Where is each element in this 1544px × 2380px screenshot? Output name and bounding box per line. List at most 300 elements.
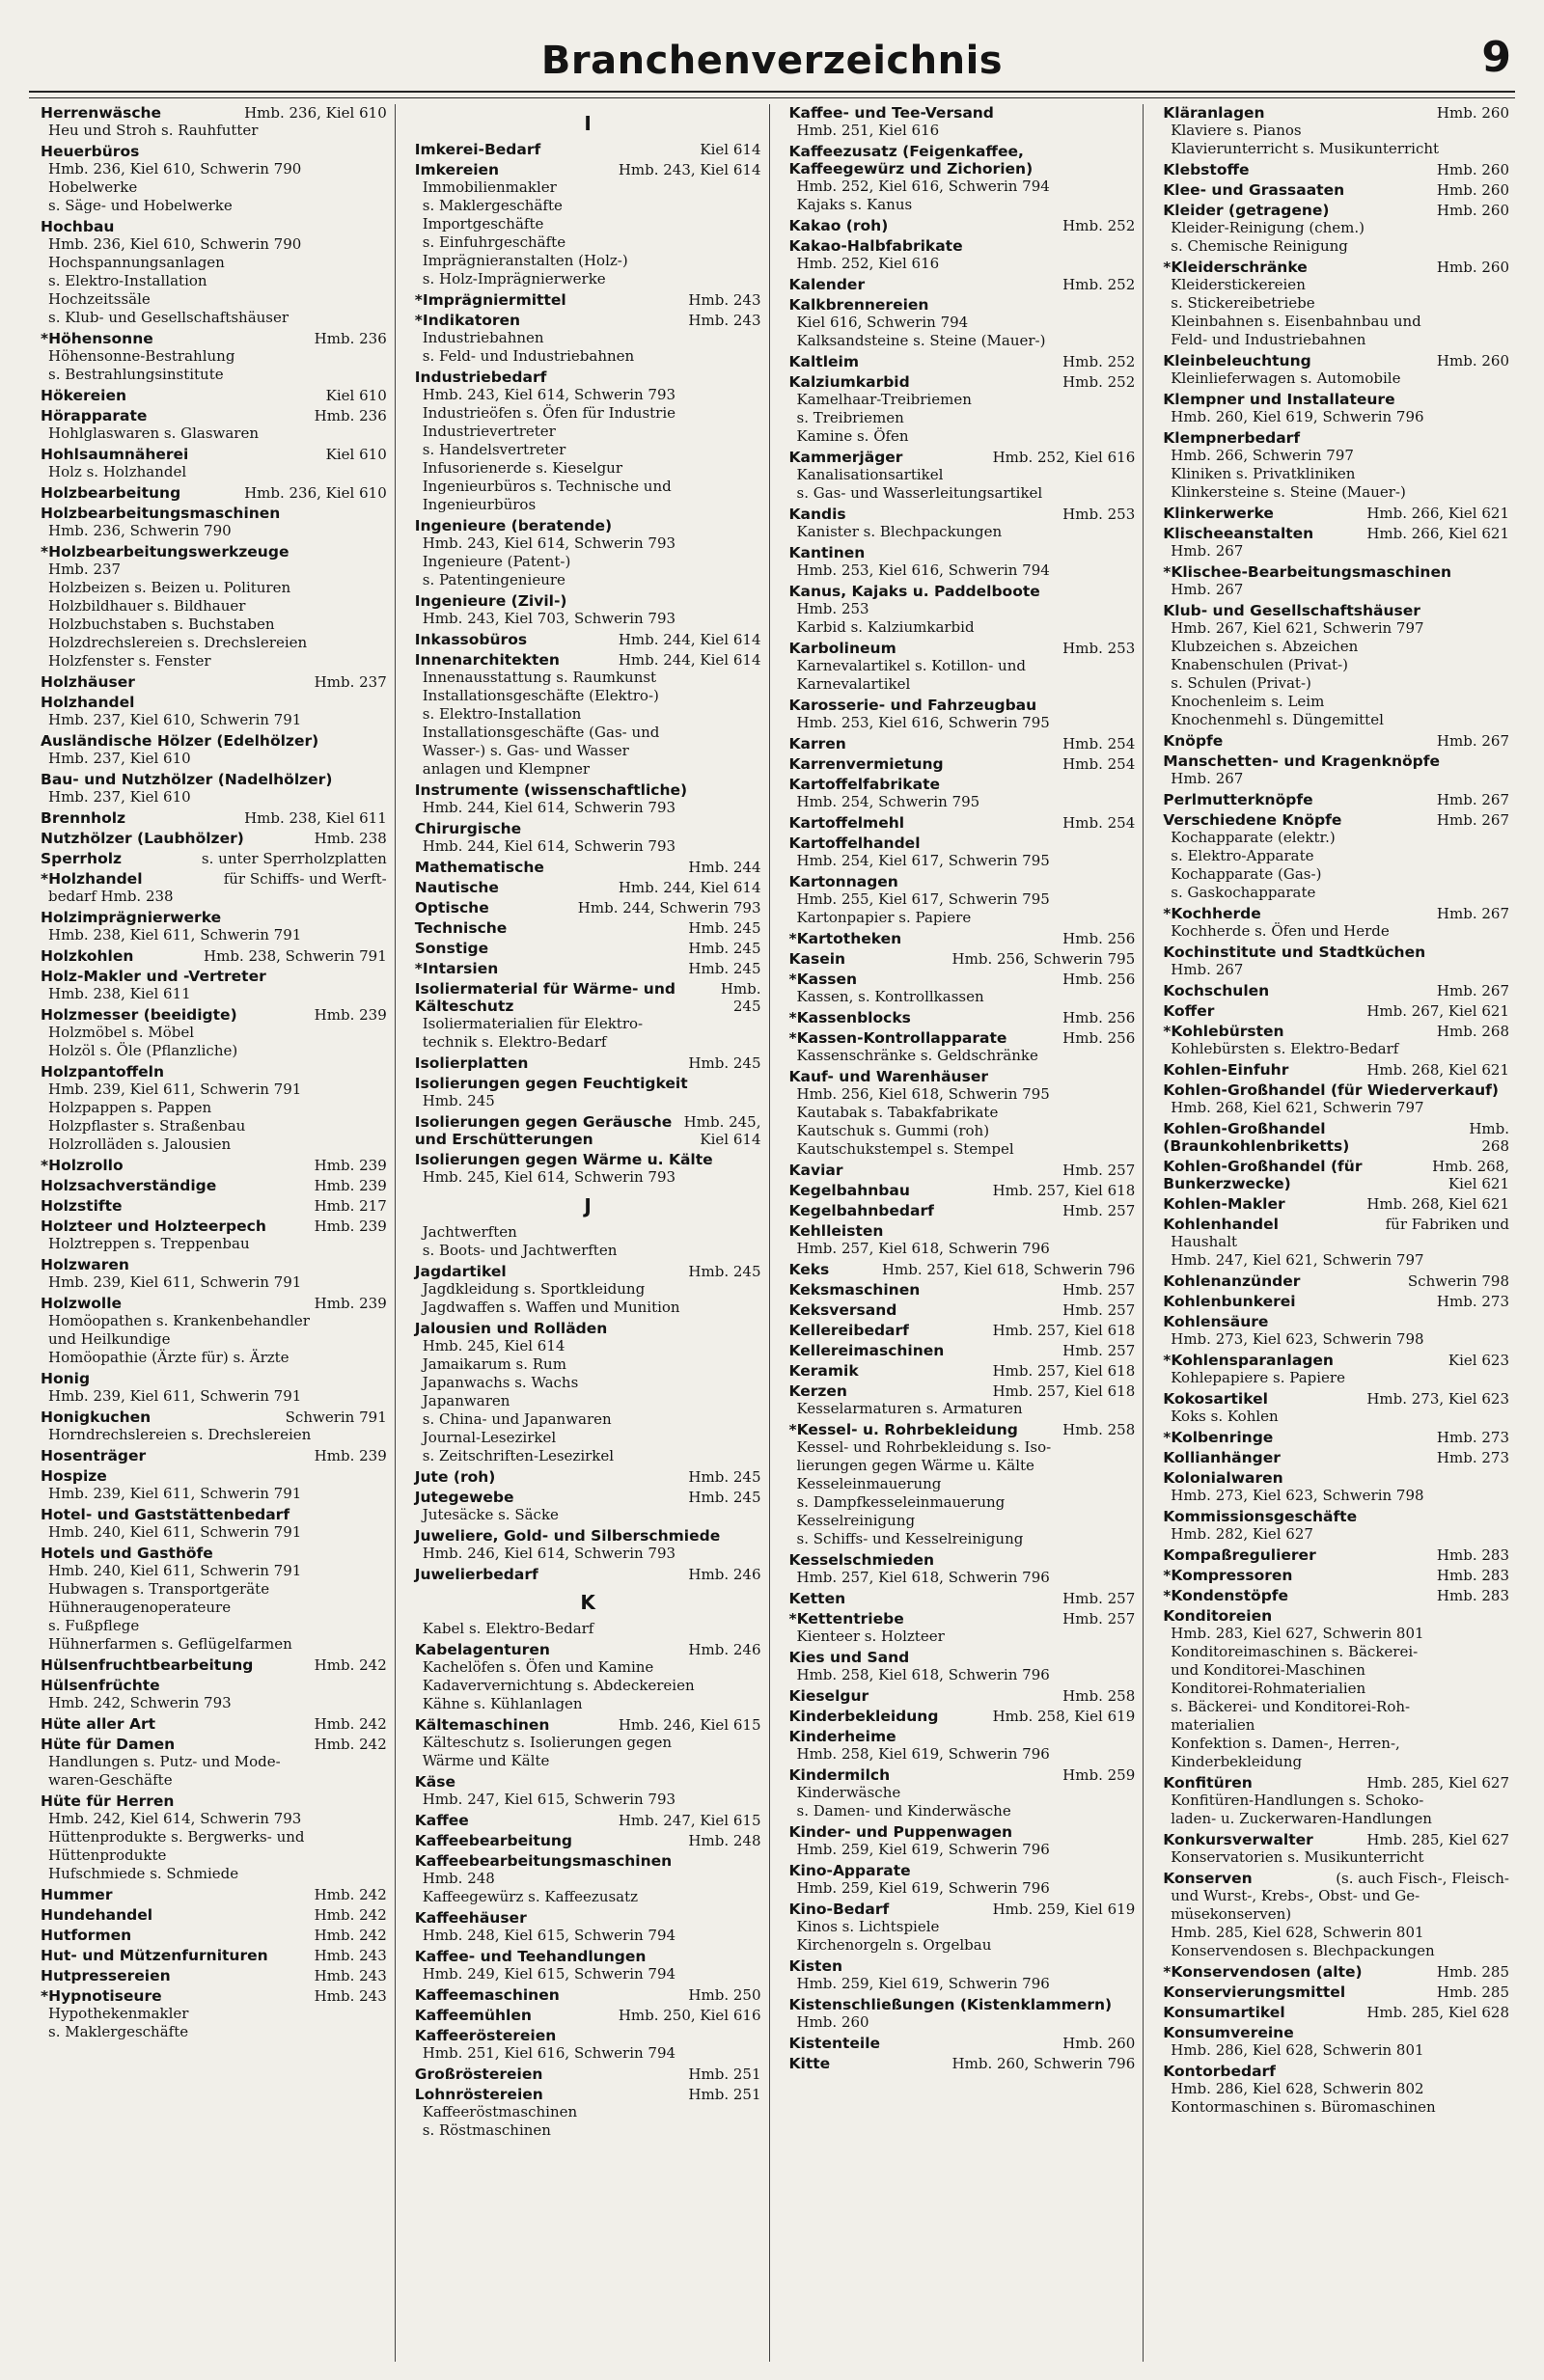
entry-locations: Hmb. 285 [1436, 1963, 1509, 1981]
directory-entry [41, 218, 387, 327]
entry-detail-line: Hühneraugenoperateure [48, 1599, 232, 1616]
directory-entry [415, 1320, 761, 1465]
entry-detail-line: Jamaikarum s. Rum [422, 1355, 566, 1373]
directory-entry [1163, 1774, 1509, 1828]
entry-heading: *Kleiderschränke [1163, 259, 1308, 276]
entry-heading: *Konservendosen (alte) [1163, 1963, 1363, 1981]
entry-heading: Nutzhölzer (Laubhölzer) [41, 830, 244, 847]
entry-detail-line: Hmb. 254, Kiel 617, Schwerin 795 [796, 852, 1050, 869]
directory-entry [789, 1996, 1136, 2032]
entry-row [1163, 1195, 1509, 1213]
entry-detail-line: Hmb. 256, Kiel 618, Schwerin 795 [796, 1085, 1050, 1103]
directory-entry [41, 1447, 387, 1464]
entry-heading: *Kohlebürsten [1163, 1023, 1284, 1040]
directory-entry [789, 814, 1136, 832]
entry-heading: *Holzrollo [41, 1157, 124, 1174]
entry-locations: s. unter Sperrholzplatten [201, 850, 387, 867]
entry-detail-line: Installationsgeschäfte (Gas- und [422, 724, 660, 741]
entry-locations: Hmb. 254 [1062, 814, 1136, 832]
entry-locations: Hmb. 251 [688, 2065, 761, 2083]
entry-locations: Hmb. 250 [688, 1986, 761, 2004]
directory-entry [415, 1773, 761, 1809]
directory-entry [789, 776, 1136, 811]
entry-detail-line: müsekonserven) [1171, 1905, 1292, 1923]
entry-heading: Hosenträger [41, 1447, 147, 1464]
entry-row [1163, 1607, 1509, 1625]
entry-heading: Hüte für Herren [41, 1792, 175, 1810]
entry-detail-line: technik s. Elektro-Bedarf [422, 1033, 607, 1051]
entry-detail-line: Hmb. 239, Kiel 611, Schwerin 791 [48, 1485, 302, 1502]
directory-columns [33, 104, 1517, 2362]
entry-detail-line: Kautabak s. Tabakfabrikate [796, 1104, 999, 1121]
entry-heading: Kolonialwaren [1163, 1469, 1283, 1487]
entry-row [1163, 944, 1509, 961]
entry-detail-line: Kiel 616, Schwerin 794 [796, 314, 969, 331]
entry-detail-line: Kochapparate (elektr.) [1171, 829, 1336, 846]
entry-heading: Hutpressereien [41, 1967, 171, 1984]
entry-detail-line: Wasser-) s. Gas- und Wasser [422, 742, 629, 759]
directory-entry [41, 1656, 387, 1674]
directory-entry [41, 1792, 387, 1883]
entry-locations: Hmb. 242 [314, 1886, 387, 1903]
entry-row [41, 809, 387, 827]
entry-locations: Hmb. 268, Kiel 621 [1366, 1061, 1509, 1079]
directory-entry [789, 1009, 1136, 1026]
directory-entry [789, 1551, 1136, 1587]
entry-detail-line: Hmb. 238, Kiel 611, Schwerin 791 [48, 926, 302, 944]
entry-locations: Hmb. 268, Kiel 621 [1432, 1158, 1509, 1192]
entry-detail-line: Importgeschäfte [422, 215, 544, 233]
entry-detail-line: Konservendosen s. Blechpackungen [1171, 1942, 1435, 1959]
entry-detail-line: Kleiderstickereien [1171, 276, 1306, 293]
entry-row [1163, 1429, 1509, 1446]
entry-row [41, 1967, 387, 1984]
directory-entry [41, 673, 387, 691]
directory-entry [789, 971, 1136, 1006]
entry-locations: Hmb. 246 [688, 1641, 761, 1658]
directory-entry [1163, 602, 1509, 729]
entry-detail-line: Kochapparate (Gas-) [1171, 865, 1322, 883]
entry-row [41, 505, 387, 522]
entry-detail-line: Hmb. 286, Kiel 628, Schwerin 801 [1171, 2041, 1424, 2059]
entry-heading: Kohlenanzünder [1163, 1272, 1301, 1290]
entry-detail-line: Hmb. 252, Kiel 616 [796, 255, 940, 272]
entry-locations: Hmb. 256 [1062, 971, 1136, 988]
entry-row [415, 879, 761, 896]
directory-entry [789, 296, 1136, 350]
entry-heading: Keksversand [788, 1301, 897, 1319]
directory-entry [1163, 1587, 1509, 1604]
entry-locations: Hmb. 256 [1062, 1029, 1136, 1047]
entry-heading: Honig [41, 1370, 91, 1387]
entry-row [41, 694, 387, 711]
entry-row [1163, 732, 1509, 750]
entry-locations: Hmb. 245 [688, 1489, 761, 1506]
entry-locations: Hmb. 273, Kiel 623 [1366, 1390, 1509, 1408]
entry-row [789, 1996, 1136, 2013]
entry-detail-line: Kleinlieferwagen s. Automobile [1171, 369, 1401, 387]
directory-entry [1163, 1607, 1509, 1771]
directory-entry [1163, 1469, 1509, 1505]
entry-heading: Holzteer und Holzteerpech [41, 1217, 266, 1235]
entry-detail-line: Hmb. 283, Kiel 627, Schwerin 801 [1171, 1625, 1424, 1642]
directory-entry [415, 651, 761, 779]
entry-heading: Kompaßregulierer [1163, 1546, 1316, 1564]
entry-locations: Hmb. 248 [688, 1832, 761, 1849]
entry-heading: Kakao (roh) [788, 217, 889, 234]
entry-row [1163, 505, 1509, 522]
directory-entry [415, 1641, 761, 1713]
entry-row [41, 870, 387, 888]
entry-locations: Hmb. 257 [1062, 1162, 1136, 1179]
directory-entry [41, 1157, 387, 1174]
entry-row [415, 161, 761, 178]
directory-entry [789, 1823, 1136, 1859]
entry-detail-line: Holztreppen s. Treppenbau [48, 1235, 250, 1252]
directory-entry [1163, 1429, 1509, 1446]
directory-entry [1163, 1061, 1509, 1079]
directory-entry [41, 104, 387, 140]
entry-row [789, 1901, 1136, 1918]
entry-detail-line: Hmb. 252, Kiel 616, Schwerin 794 [796, 178, 1050, 195]
entry-detail-line: Knochenmehl s. Düngemittel [1171, 711, 1384, 728]
entry-locations: Hmb. 246, Kiel 615 [618, 1716, 761, 1734]
entry-row [415, 1263, 761, 1280]
entry-heading: Hüte aller Art [41, 1715, 156, 1733]
directory-entry [415, 1716, 761, 1770]
entry-heading: Ingenieure (beratende) [414, 517, 613, 534]
directory-entry [1163, 1158, 1509, 1192]
entry-row [789, 1261, 1136, 1278]
entry-heading: Hülsenfrüchte [41, 1677, 160, 1694]
entry-detail-line: Hüttenprodukte s. Bergwerks- und [48, 1828, 305, 1846]
directory-entry [789, 697, 1136, 732]
entry-locations: Hmb. 245 [688, 940, 761, 957]
entry-detail-line: Jachtwerften [422, 1223, 517, 1241]
directory-entry [415, 1468, 761, 1486]
entry-row [41, 143, 387, 160]
directory-entry [789, 1029, 1136, 1065]
entry-row [41, 1736, 387, 1753]
entry-row [789, 755, 1136, 773]
entry-row [415, 2065, 761, 2083]
directory-entry [41, 143, 387, 215]
entry-locations: Hmb. 258 [1062, 1421, 1136, 1438]
entry-detail-line: Holzrolläden s. Jalousien [48, 1135, 232, 1153]
entry-detail-line: Kesselarmaturen s. Armaturen [796, 1400, 1023, 1417]
entry-heading: Klee- und Grassaaten [1163, 181, 1345, 199]
entry-locations: Hmb. 267, Kiel 621 [1366, 1002, 1509, 1020]
directory-entry [789, 449, 1136, 503]
entry-row [789, 1766, 1136, 1784]
entry-row [415, 651, 761, 669]
entry-locations: Hmb. 245, Kiel 614 [683, 1113, 761, 1148]
entry-heading: Hutformen [41, 1927, 132, 1944]
entry-heading: Kochschulen [1163, 982, 1270, 999]
entry-detail-line: Kleinbahnen s. Eisenbahnbau und [1171, 313, 1421, 330]
entry-row [41, 1947, 387, 1964]
directory-entry [41, 1715, 387, 1733]
entry-detail-line: lierungen gegen Wärme u. Kälte [796, 1457, 1034, 1474]
entry-detail-line: Kabel s. Elektro-Bedarf [422, 1620, 594, 1637]
entry-detail-line: s. Fußpflege [48, 1617, 140, 1634]
entry-row [789, 1162, 1136, 1179]
entry-row [41, 1677, 387, 1694]
entry-locations: Hmb. 260 [1436, 161, 1509, 178]
entry-heading: Kino-Bedarf [788, 1901, 890, 1918]
entry-detail-line: Hochzeitssäle [48, 290, 151, 308]
directory-entry [1163, 505, 1509, 522]
entry-detail-line: Hmb. 248 [422, 1870, 495, 1887]
entry-heading: Konsumartikel [1163, 2004, 1285, 2021]
entry-row [789, 583, 1136, 600]
entry-heading: *Kartotheken [788, 930, 902, 947]
directory-entry [1163, 1870, 1509, 1960]
entry-detail-line: Hmb. 259, Kiel 619, Schwerin 796 [796, 1841, 1050, 1858]
entry-row [1163, 1158, 1509, 1192]
entry-locations: Hmb. 257, Kiel 618 [992, 1362, 1136, 1380]
entry-detail-line: Hmb. 237, Kiel 610, Schwerin 791 [48, 711, 302, 728]
column-3 [782, 104, 1144, 2362]
directory-entry [1163, 752, 1509, 788]
entry-locations: Hmb. 257 [1062, 1301, 1136, 1319]
entry-locations: Hmb. 256 [1062, 1009, 1136, 1026]
directory-entry [1163, 352, 1509, 388]
entry-detail-line: Kamine s. Öfen [796, 427, 909, 445]
entry-row [789, 1551, 1136, 1569]
entry-locations: Hmb. 239 [314, 1177, 387, 1194]
entry-detail-line: Industriebahnen [422, 329, 544, 346]
entry-detail-line: Isoliermaterialien für Elektro- [422, 1015, 644, 1032]
entry-detail-line: waren-Geschäfte [48, 1771, 173, 1789]
entry-row [1163, 202, 1509, 219]
directory-entry [789, 143, 1136, 214]
entry-heading: Hochbau [41, 218, 115, 235]
entry-locations: Hmb. 244 [688, 859, 761, 876]
entry-heading: *Kolbenringe [1163, 1429, 1274, 1446]
entry-locations: Hmb. 247, Kiel 615 [618, 1812, 761, 1829]
entry-row [789, 1202, 1136, 1219]
column-1 [33, 104, 396, 2362]
entry-detail-line: Kalksandsteine s. Steine (Mauer-) [796, 332, 1046, 349]
header-rule [29, 91, 1515, 98]
entry-heading: Kohlenbunkerei [1163, 1293, 1296, 1310]
directory-entry [1163, 1567, 1509, 1584]
entry-detail-line: Industrieöfen s. Öfen für Industrie [422, 404, 676, 422]
entry-detail-line: s. Damen- und Kinderwäsche [796, 1802, 1011, 1819]
entry-row [41, 1217, 387, 1235]
entry-heading: Käse [414, 1773, 455, 1791]
entry-heading: Kitte [788, 2055, 831, 2072]
entry-heading: *Kompressoren [1163, 1567, 1293, 1584]
entry-detail-line: Kamelhaar-Treibriemen [796, 391, 972, 408]
entry-row [41, 830, 387, 847]
entry-heading: Keksmaschinen [788, 1281, 921, 1299]
directory-entry [789, 1182, 1136, 1199]
entry-heading: Bau- und Nutzhölzer (Nadelhölzer) [41, 771, 333, 788]
entry-detail-line: Hmb. 243, Kiel 614, Schwerin 793 [422, 534, 676, 552]
directory-entry [1163, 1963, 1509, 1981]
entry-detail-line: Hmb. 244, Kiel 614, Schwerin 793 [422, 837, 676, 855]
directory-entry [415, 141, 761, 158]
entry-detail-line: Kohlebürsten s. Elektro-Bedarf [1171, 1040, 1399, 1057]
entry-detail-line: Hohlglaswaren s. Glaswaren [48, 424, 260, 442]
directory-entry [41, 1506, 387, 1542]
entry-row [789, 1687, 1136, 1705]
entry-heading: Isolierungen gegen Geräusche und Erschütterungen [414, 1113, 673, 1148]
entry-row [789, 276, 1136, 293]
page-header [29, 27, 1515, 98]
entry-detail-line: Hmb. 267 [1171, 770, 1244, 787]
entry-heading: Karbolineum [788, 640, 896, 657]
entry-locations: Hmb. 252 [1062, 353, 1136, 370]
entry-heading: *Höhensonne [41, 330, 153, 347]
entry-row [415, 631, 761, 648]
directory-entry [1163, 1390, 1509, 1426]
directory-entry [415, 820, 761, 856]
entry-heading: Keramik [788, 1362, 859, 1380]
entry-heading: Klebstoffe [1163, 161, 1250, 178]
entry-locations: Hmb. 260 [1062, 2035, 1136, 2052]
directory-entry [1163, 2063, 1509, 2117]
entry-heading: Kaffeebearbeitung [414, 1832, 573, 1849]
entry-detail-line: s. Maklergeschäfte [422, 197, 563, 214]
entry-row [41, 909, 387, 926]
entry-detail-line: Homöopathen s. Krankenbehandler [48, 1312, 310, 1329]
entry-row [415, 1320, 761, 1337]
entry-heading: Kindermilch [788, 1766, 891, 1784]
directory-entry [41, 407, 387, 443]
directory-entry [41, 1545, 387, 1654]
entry-locations: Schwerin 791 [285, 1409, 387, 1426]
entry-row [1163, 905, 1509, 922]
entry-heading: Honigkuchen [41, 1409, 152, 1426]
entry-locations: Hmb. 238 [314, 830, 387, 847]
entry-heading: Juwelierbedarf [414, 1566, 538, 1583]
entry-detail-line: s. Feld- und Industriebahnen [422, 347, 635, 365]
entry-heading: Kieselgur [788, 1687, 869, 1705]
entry-row [41, 1063, 387, 1081]
entry-locations: Hmb. 260, Schwerin 796 [951, 2055, 1136, 2072]
entry-detail-line: und Wurst-, Krebs-, Obst- und Ge- [1171, 1887, 1420, 1904]
entry-row [789, 1382, 1136, 1400]
entry-locations: Hmb. 253 [1062, 640, 1136, 657]
entry-row [1163, 1390, 1509, 1408]
directory-entry [415, 161, 761, 288]
entry-row [1163, 2063, 1509, 2080]
directory-entry [789, 640, 1136, 694]
directory-entry [415, 960, 761, 977]
entry-row [789, 1957, 1136, 1975]
entry-detail-line: bedarf Hmb. 238 [48, 888, 174, 905]
entry-detail-line: Hmb. 286, Kiel 628, Schwerin 802 [1171, 2080, 1424, 2097]
entry-heading: Kistenteile [788, 2035, 881, 2052]
entry-row [415, 1641, 761, 1658]
directory-entry [789, 1957, 1136, 1993]
entry-detail-line: Ingenieurbüros s. Technische und [422, 478, 672, 495]
entry-heading: Konserven [1163, 1870, 1253, 1887]
directory-entry [415, 1263, 761, 1317]
entry-heading: Hohlsaumnäherei [41, 446, 189, 463]
directory-entry [1163, 104, 1509, 158]
entry-row [41, 1256, 387, 1273]
entry-heading: Klischeeanstalten [1163, 525, 1314, 542]
entry-row [41, 1886, 387, 1903]
entry-row [41, 1927, 387, 1944]
entry-detail-line: s. Elektro-Installation [48, 272, 207, 289]
entry-heading: Kaffeebearbeitungsmaschinen [414, 1852, 673, 1870]
entry-detail-line: Konditorei-Rohmaterialien [1171, 1680, 1366, 1697]
entry-row [789, 1708, 1136, 1725]
directory-entry [789, 1322, 1136, 1339]
entry-row [1163, 1469, 1509, 1487]
entry-row [41, 968, 387, 985]
entry-locations: Hmb. 273 [1436, 1429, 1509, 1446]
entry-heading: Kasein [788, 950, 846, 968]
entry-detail-line: Holzfenster s. Fenster [48, 652, 211, 670]
directory-entry [789, 1162, 1136, 1179]
directory-entry [789, 755, 1136, 773]
directory-entry [415, 291, 761, 309]
entry-detail-line: s. Klub- und Gesellschaftshäuser [48, 309, 290, 326]
directory-entry [1163, 905, 1509, 941]
entry-row [789, 640, 1136, 657]
entry-row [415, 1113, 761, 1148]
directory-entry [1163, 732, 1509, 750]
entry-row [41, 407, 387, 424]
section-letter: K [580, 1591, 595, 1614]
entry-detail-line: anlagen und Klempner [422, 760, 591, 778]
entry-heading: Kaffeeröstereien [414, 2027, 557, 2044]
entry-row [789, 104, 1136, 122]
entry-heading: Kleinbeleuchtung [1163, 352, 1311, 369]
section-letter: J [584, 1194, 592, 1217]
entry-detail-line: Hmb. 273, Kiel 623, Schwerin 798 [1171, 1330, 1424, 1348]
entry-detail-line: Hmb. 259, Kiel 619, Schwerin 796 [796, 1975, 1050, 1992]
entry-locations: Hmb. 257, Kiel 618 [992, 1322, 1136, 1339]
entry-detail-line: Klubzeichen s. Abzeichen [1171, 638, 1359, 655]
entry-heading: Klempnerbedarf [1163, 429, 1301, 447]
directory-entry [41, 1927, 387, 1944]
entry-heading: Konkursverwalter [1163, 1831, 1313, 1848]
entry-row [789, 1823, 1136, 1841]
entry-heading: *Imprägniermittel [414, 291, 566, 309]
entry-detail-line: s. Gas- und Wasserleitungsartikel [796, 484, 1043, 502]
directory-entry [1163, 563, 1509, 599]
directory-entry [415, 1054, 761, 1072]
entry-heading: Kartoffelfabrikate [788, 776, 940, 793]
directory-entry [41, 870, 387, 906]
directory-entry [41, 968, 387, 1003]
entry-row [789, 1301, 1136, 1319]
entry-row [415, 820, 761, 837]
entry-locations: Hmb. 243 [688, 312, 761, 329]
entry-detail-line: Immobilienmakler [422, 178, 557, 196]
entry-detail-line: Installationsgeschäfte (Elektro-) [422, 687, 659, 704]
entry-row [789, 373, 1136, 391]
entry-heading: *Kassen-Kontrollapparate [788, 1029, 1007, 1047]
entry-detail-line: Hmb. 259, Kiel 619, Schwerin 796 [796, 1879, 1050, 1897]
directory-entry [789, 2055, 1136, 2072]
entry-detail-line: Hmb. 251, Kiel 616, Schwerin 794 [422, 2044, 676, 2062]
entry-heading: Kino-Apparate [788, 1862, 911, 1879]
entry-row [1163, 1449, 1509, 1466]
entry-detail-line: Konfitüren-Handlungen s. Schoko- [1171, 1792, 1424, 1809]
entry-heading: Holzmesser (beeidigte) [41, 1006, 237, 1024]
entry-detail-line: Hmb. 285, Kiel 628, Schwerin 801 [1171, 1924, 1424, 1941]
entry-row [41, 1006, 387, 1024]
entry-locations: Hmb. 267 [1436, 732, 1509, 750]
